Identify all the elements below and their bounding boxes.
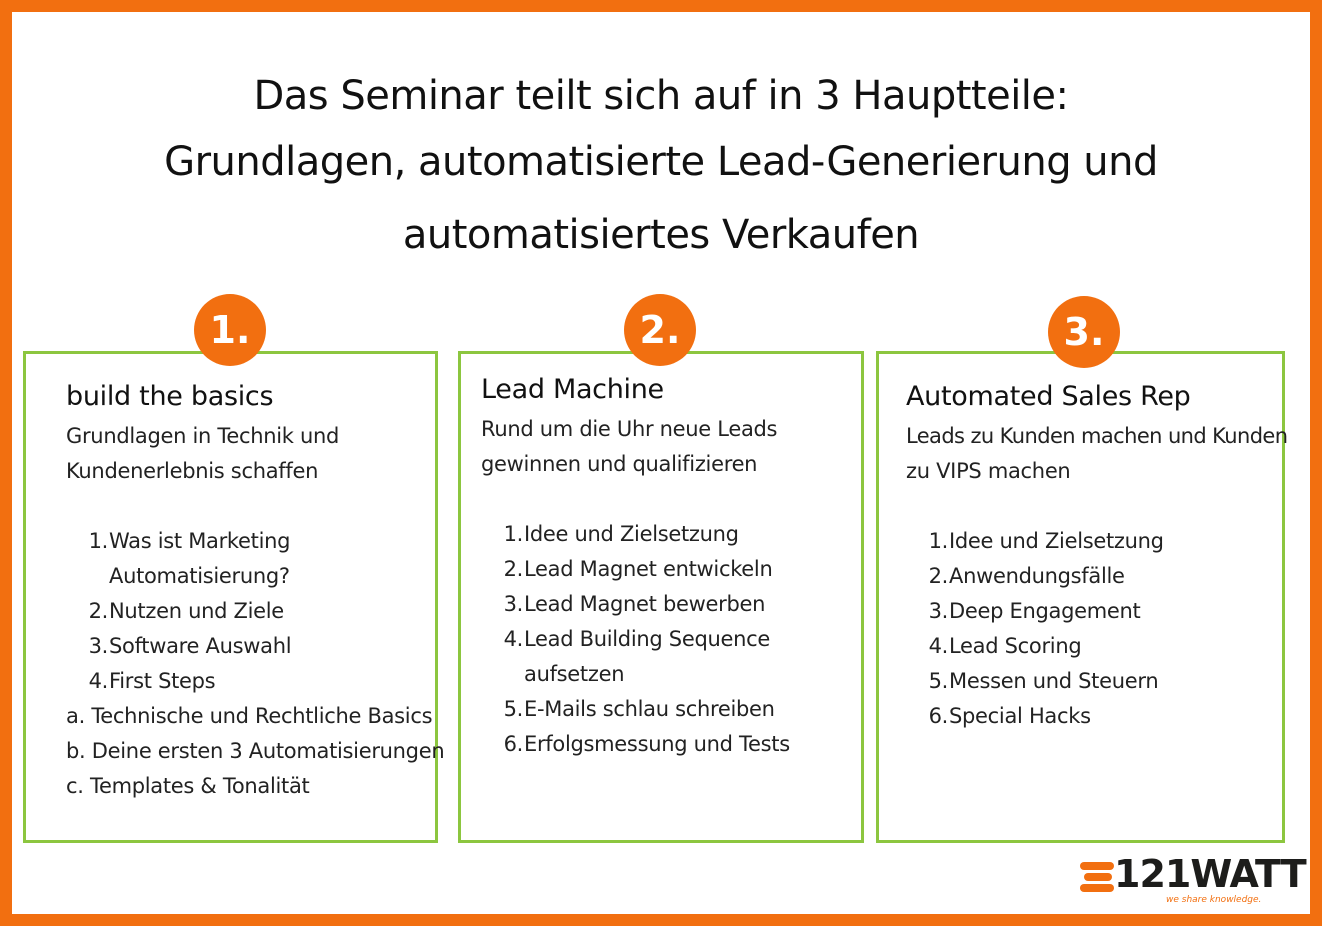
- title-line-3: automatisiertes Verkaufen: [402, 212, 920, 258]
- list-item-text: Idee und Zielsetzung: [949, 529, 1164, 553]
- list-item-number: 2.: [928, 564, 948, 588]
- list-item-number: 3.: [503, 592, 523, 616]
- list-item-number: 4.: [88, 669, 108, 693]
- list-item-text: Idee und Zielsetzung: [524, 522, 739, 546]
- list-item-text: Lead Scoring: [949, 634, 1082, 658]
- list-item-number: 5.: [503, 697, 523, 721]
- list-item-text: Lead Building Sequence: [524, 627, 770, 651]
- list-item-number: 3.: [88, 634, 108, 658]
- list-item-number: 2.: [503, 557, 523, 581]
- list-item-text: Deep Engagement: [949, 599, 1141, 623]
- list-item-number: 1.: [503, 522, 523, 546]
- list-item-text: E-Mails schlau schreiben: [524, 697, 775, 721]
- list-item-number: 6.: [503, 732, 523, 756]
- list-item-number: 6.: [928, 704, 948, 728]
- column-heading-2: Lead Machine: [481, 374, 664, 405]
- list-item-text: Nutzen und Ziele: [109, 599, 284, 623]
- title-line-2: Grundlagen, automatisierte Lead-Generierung und: [164, 139, 1158, 185]
- list-item-text: c. Templates & Tonalität: [66, 774, 310, 798]
- column-subtitle-2a: Rund um die Uhr neue Leads: [481, 417, 778, 441]
- logo-wordmark: 121WATT: [1114, 852, 1306, 896]
- column-subtitle-3a: Leads zu Kunden machen und Kunden: [906, 424, 1288, 448]
- column-subtitle-1a: Grundlagen in Technik und: [66, 424, 340, 448]
- list-item-text: Lead Magnet entwickeln: [524, 557, 773, 581]
- list-item-text: aufsetzen: [524, 662, 625, 686]
- column-subtitle-2b: gewinnen und qualifizieren: [481, 452, 758, 476]
- list-item-text: a. Technische und Rechtliche Basics: [66, 704, 433, 728]
- list-item-text: Erfolgsmessung und Tests: [524, 732, 790, 756]
- brand-logo: [1080, 852, 1306, 908]
- step-badge-3: 3.: [1048, 296, 1120, 368]
- logo-tagline: we share knowledge.: [1166, 895, 1262, 905]
- step-badge-1: 1.: [194, 294, 266, 366]
- list-item-number: 1.: [928, 529, 948, 553]
- column-subtitle-1b: Kundenerlebnis schaffen: [66, 459, 319, 483]
- column-heading-1: build the basics: [66, 381, 274, 412]
- list-item-text: Anwendungsfälle: [949, 564, 1125, 588]
- list-item-number: 4.: [503, 627, 523, 651]
- list-item-number: 1.: [88, 529, 108, 553]
- list-item-number: 4.: [928, 634, 948, 658]
- list-item-number: 2.: [88, 599, 108, 623]
- list-item-number: 5.: [928, 669, 948, 693]
- list-item-text: Was ist Marketing: [109, 529, 291, 553]
- title-line-1: Das Seminar teilt sich auf in 3 Hauptteile:: [253, 73, 1069, 119]
- list-item-number: 3.: [928, 599, 948, 623]
- list-item-text: Automatisierung?: [109, 564, 290, 588]
- list-item-text: Messen und Steuern: [949, 669, 1159, 693]
- column-heading-3: Automated Sales Rep: [906, 381, 1191, 412]
- list-item-text: b. Deine ersten 3 Automatisierungen: [66, 739, 445, 763]
- list-item-text: Lead Magnet bewerben: [524, 592, 766, 616]
- list-item-text: Software Auswahl: [109, 634, 292, 658]
- column-subtitle-3b: zu VIPS machen: [906, 459, 1071, 483]
- step-badge-2: 2.: [624, 294, 696, 366]
- list-item-text: First Steps: [109, 669, 216, 693]
- list-item-text: Special Hacks: [949, 704, 1091, 728]
